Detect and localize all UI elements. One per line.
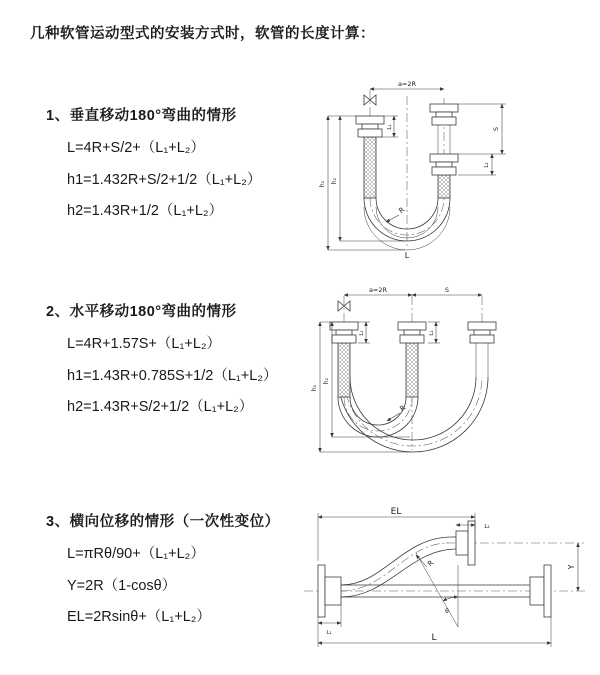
dim-label-s: S [492, 126, 500, 132]
section-2-formulas [67, 329, 277, 424]
formula-el: EL=2Rsinθ+（L₁+L₂） [67, 609, 211, 625]
formula-h2: h2=1.43R+S/2+1/2（L₁+L₂） [67, 399, 254, 415]
section-1-formulas [67, 133, 261, 228]
braided-hose-right [438, 175, 450, 198]
dim-label-theta: θ [445, 608, 449, 615]
section-3-formulas [67, 539, 280, 634]
section-3-heading: 3、横向位移的情形（一次性变位） [46, 514, 280, 530]
section-1-heading: 1、垂直移动180°弯曲的情形 [46, 108, 237, 124]
dim-label-l: L [404, 251, 410, 260]
braided-hose-left [338, 343, 350, 397]
angle-construction [416, 553, 458, 627]
dim-label-l2: L₂ [429, 330, 435, 336]
dim-label-h2: h₂ [323, 377, 330, 385]
braided-hose-left [364, 137, 376, 198]
flange-right-original [530, 565, 551, 617]
hose-u-bends [338, 343, 488, 452]
dim-label-r: R [397, 205, 407, 216]
section-vertical-movement [46, 104, 261, 228]
diagram-horizontal-bend [304, 282, 548, 462]
dim-label-a2r: a=2R [397, 80, 417, 88]
formula-h1: h1=1.43R+0.785S+1/2（L₁+L₂） [67, 367, 278, 384]
formula-l: L=πRθ/90+（L₁+L₂） [67, 546, 205, 562]
dim-label-l2: L₂ [484, 524, 490, 530]
dim-label-el: EL [390, 507, 402, 517]
dimensions [319, 80, 506, 260]
dim-label-y: Y [567, 564, 576, 570]
section-horizontal-movement [46, 300, 277, 424]
braided-hose-middle [406, 343, 418, 397]
dim-label-s: S [444, 286, 450, 294]
dimensions [311, 286, 482, 452]
formula-l: L=4R+1.57S+（L₁+L₂） [67, 336, 222, 352]
dim-label-r: R [398, 403, 408, 414]
dim-label-l1: L₁ [359, 330, 365, 336]
page-title: 几种软管运动型式的安装方式时，软管的长度计算： [30, 26, 375, 42]
dim-label-h2: h₂ [331, 177, 338, 185]
flange-displaced [456, 521, 475, 565]
dim-label-l1: L₁ [387, 124, 393, 130]
flange-right-moved [430, 104, 458, 125]
formula-h1: h1=1.432R+S/2+1/2（L₁+L₂） [67, 171, 262, 188]
flange-middle-original [398, 322, 426, 343]
diagram-vertical-bend [306, 76, 541, 260]
diagram-lateral-displacement [296, 503, 598, 655]
section-2-heading: 2、水平移动180°弯曲的情形 [46, 304, 237, 320]
dim-label-l: L [431, 633, 437, 643]
flange-right-moved [468, 322, 496, 343]
dim-label-l2: L₂ [484, 162, 490, 168]
dim-label-h1: h₁ [319, 180, 326, 188]
formula-y: Y=2R（1-cosθ） [67, 577, 177, 594]
flange-left [330, 322, 358, 343]
flange-right-original [430, 154, 458, 175]
section-lateral-displacement [46, 510, 280, 634]
dim-label-a2r: a=2R [368, 286, 388, 294]
dim-label-l1: L₁ [326, 630, 332, 636]
dim-label-r: R [426, 558, 436, 569]
hose-s-curve [341, 537, 456, 597]
formula-h2: h2=1.43R+1/2（L₁+L₂） [67, 203, 224, 219]
dim-label-h1: h₁ [311, 384, 318, 392]
flange-left [356, 116, 384, 137]
formula-l: L=4R+S/2+（L₁+L₂） [67, 140, 205, 156]
flange-left [318, 565, 341, 617]
